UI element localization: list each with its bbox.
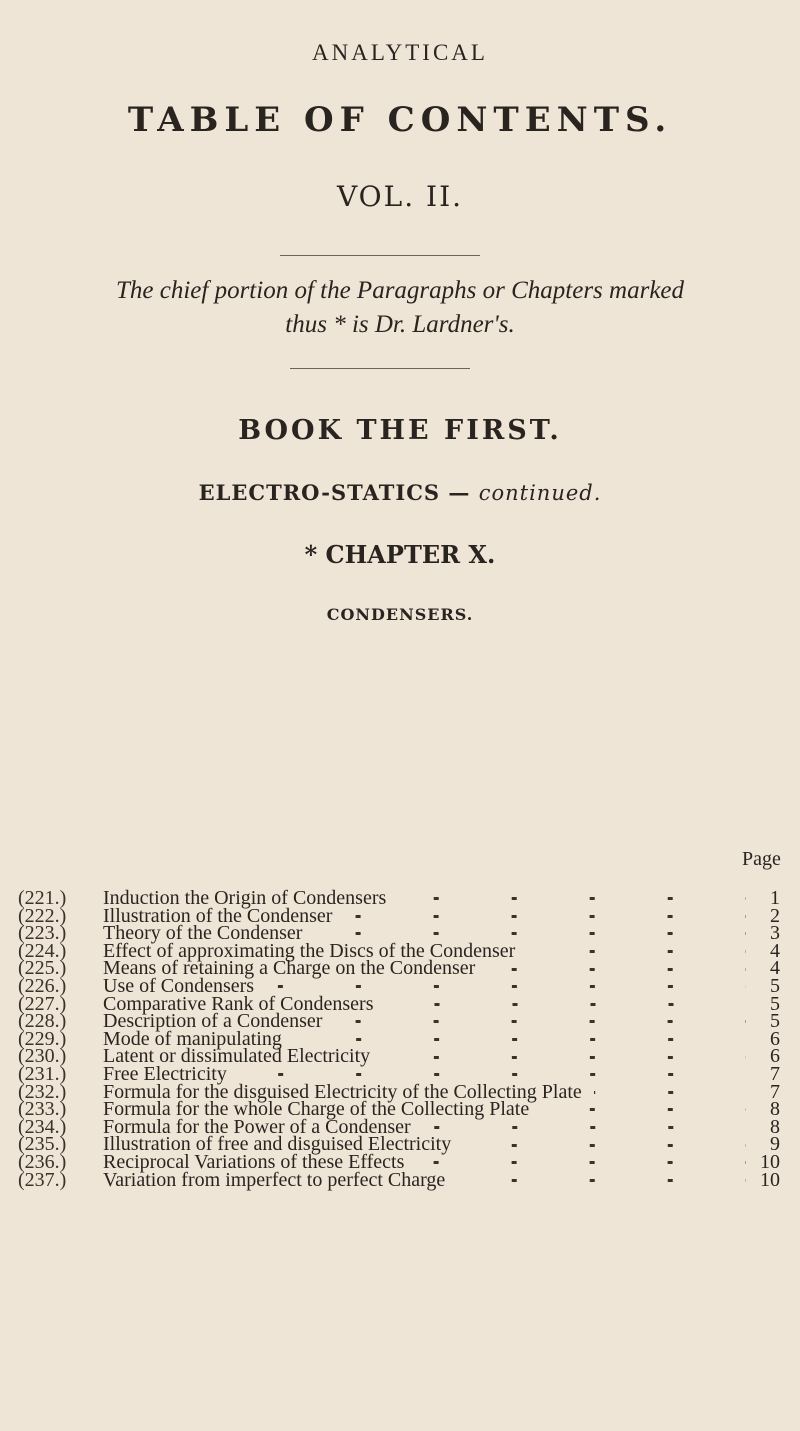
dash-leader (334, 1020, 746, 1024)
entry-title: Illustration of free and disguised Electricity (103, 1133, 452, 1156)
entry-page: 8 (770, 1115, 780, 1138)
part-sub: continued. (478, 481, 602, 505)
dash-leader (416, 1161, 746, 1165)
entry-number: (237.) (18, 1168, 67, 1191)
entry-number: (229.) (18, 1027, 67, 1050)
book-heading: BOOK THE FIRST. (238, 415, 562, 446)
entry-page: 6 (770, 1027, 780, 1050)
entry-title: Illustration of the Condenser (103, 904, 333, 927)
entry-title: Effect of approximating the Discs of the Condenser (103, 939, 516, 962)
entry-page: 5 (770, 974, 780, 997)
part-heading (0, 480, 800, 505)
entry-number: (231.) (18, 1062, 67, 1085)
divider (280, 255, 480, 256)
part-main: ELECTRO-STATICS — (198, 480, 471, 505)
section-heading: CONDENSERS. (326, 605, 474, 624)
entry-number: (227.) (18, 992, 67, 1015)
entry-number: (224.) (18, 939, 67, 962)
dash-leader (314, 932, 746, 936)
contents-list (18, 887, 780, 1191)
entry-page: 10 (760, 1150, 780, 1173)
entry-page: 9 (770, 1133, 780, 1156)
entry-page: 1 (770, 887, 780, 909)
entry-number: (234.) (18, 1115, 67, 1138)
chapter-heading: * CHAPTER X. (304, 540, 496, 569)
entry-title: Comparative Rank of Condensers (103, 992, 374, 1015)
dash-leader (457, 1178, 746, 1182)
entry-number: (228.) (18, 1010, 67, 1033)
entry-page: 6 (770, 1045, 780, 1068)
dash-leader (398, 897, 746, 901)
page-column-label: Page (742, 848, 781, 870)
entry-title: Formula for the disguised Electricity of the Collecting Plate (103, 1080, 582, 1103)
entry-number: (225.) (18, 957, 67, 980)
dash-leader (463, 1143, 746, 1147)
entry-number: (222.) (18, 904, 67, 927)
entry-title: Means of retaining a Charge on the Condenser (103, 957, 476, 980)
dash-leader (386, 1002, 747, 1006)
entry-number: (221.) (18, 887, 67, 909)
divider (290, 368, 470, 369)
dash-leader (239, 1073, 746, 1077)
dash-leader (594, 1090, 746, 1094)
entry-page: 5 (770, 1010, 780, 1033)
entry-page: 8 (770, 1098, 780, 1121)
entry-title: Latent or dissimulated Electricity (103, 1045, 371, 1068)
note-line-1: The chief portion of the Paragraphs or Chapters marked (115, 277, 685, 304)
header-table-of-contents: TABLE OF CONTENTS. (127, 100, 673, 140)
entry-number: (235.) (18, 1133, 67, 1156)
entry-page: 4 (770, 957, 780, 980)
dash-leader (527, 950, 746, 954)
entry-page: 3 (770, 922, 780, 945)
dash-leader (487, 967, 746, 971)
entry-title: Description of a Condenser (103, 1010, 323, 1033)
entry-title: Mode of manipulating (103, 1027, 282, 1050)
entry-page: 7 (770, 1062, 780, 1085)
entry-title: Theory of the Condenser (103, 922, 303, 945)
entry-number: (232.) (18, 1080, 67, 1103)
entry-page: 7 (770, 1080, 780, 1103)
entry-page: 10 (760, 1168, 780, 1191)
entry-page: 4 (770, 939, 780, 962)
entry-title: Reciprocal Variations of these Effects (103, 1150, 405, 1173)
dash-leader (294, 1038, 746, 1042)
entry-title: Free Electricity (103, 1062, 227, 1085)
entry-number: (233.) (18, 1098, 67, 1121)
entry-title: Variation from imperfect to perfect Charge (103, 1168, 446, 1191)
contents-entry (18, 1168, 780, 1191)
note-line-2: thus * is Dr. Lardner's. (285, 311, 515, 338)
header-volume: VOL. II. (336, 180, 464, 213)
entry-number: (236.) (18, 1150, 67, 1173)
entry-title: Formula for the whole Charge of the Collecting Plate (103, 1098, 530, 1121)
dash-leader (423, 1126, 746, 1130)
entry-title: Formula for the Power of a Condenser (103, 1115, 411, 1138)
dash-leader (266, 985, 746, 989)
entry-number: (223.) (18, 922, 67, 945)
entry-number: (226.) (18, 974, 67, 997)
dash-leader (344, 914, 746, 918)
entry-page: 5 (770, 992, 780, 1015)
dash-leader (541, 1108, 746, 1112)
entry-page: 2 (770, 904, 780, 927)
header-analytical: ANALYTICAL (312, 40, 488, 65)
dash-leader (382, 1055, 746, 1059)
entry-number: (230.) (18, 1045, 67, 1068)
entry-title: Induction the Origin of Condensers (103, 887, 387, 909)
entry-title: Use of Condensers (103, 974, 255, 997)
